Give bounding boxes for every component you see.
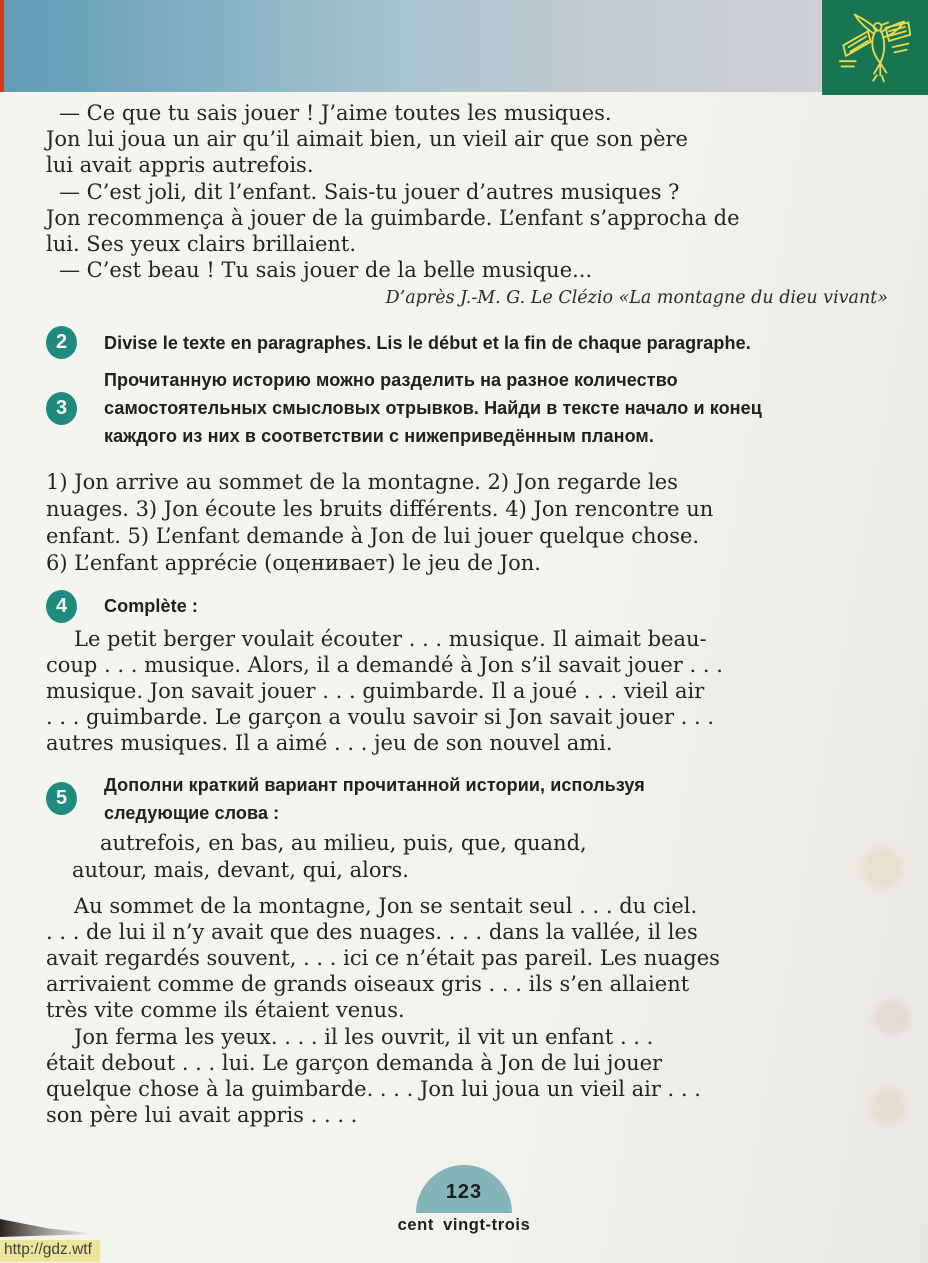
exercise-4-badge: 4	[46, 590, 77, 623]
exercise-2-badge: 2	[46, 326, 77, 359]
gapfill-line: Le petit berger voulait écouter . . . musique. Il aimait beau-	[74, 626, 707, 651]
instruction-line: Дополни краткий вариант прочитанной истории, используя	[104, 774, 645, 795]
instruction-line: следующие слова :	[104, 802, 280, 823]
source-attribution: D’après J.-M. G. Le Clézio «La montagne du dieu vivant»	[385, 288, 888, 309]
page-number-tab	[416, 1165, 512, 1213]
exercise-4-text	[46, 626, 888, 757]
page-number: 123	[445, 1181, 483, 1203]
reading-line: lui. Ses yeux clairs brillaient.	[46, 232, 357, 257]
exercise-4	[46, 590, 888, 623]
exercise-5-badge: 5	[46, 782, 77, 815]
word-bank-line: autrefois, en bas, au milieu, puis, que, quand,	[100, 830, 587, 855]
exercise-4-instruction: Complète :	[104, 596, 199, 617]
story-line: Jon ferma les yeux. . . . il les ouvrit, il vit un enfant . . .	[74, 1024, 654, 1049]
exercise-5-instruction	[104, 771, 645, 827]
bleed-through-artifact	[874, 1000, 910, 1036]
story-line: quelque chose à la guimbarde. . . . Jon lui joua un vieil air . . .	[46, 1077, 701, 1102]
instruction-line: каждого из них в соответствии с нижеприведённым планом.	[104, 426, 654, 447]
gapfill-line: autres musiques. Il a aimé . . . jeu de son nouvel ami.	[46, 731, 613, 756]
instruction-line: самостоятельных смысловых отрывков. Найди в тексте начало и конец	[104, 398, 762, 419]
reading-line: — Ce que tu sais jouer ! J’aime toutes les musiques.	[59, 101, 612, 125]
word-bank	[46, 830, 888, 884]
story-line: . . . de lui il n’y avait que des nuages. . . . dans la vallée, il les	[46, 919, 698, 944]
story-line: arrivaient comme de grands oiseaux gris . . . ils s’en allaient	[46, 972, 690, 997]
story-line: avait regardés souvent, . . . ici ce n’était pas pareil. Les nuages	[46, 946, 720, 971]
plan-line: nuages. 3) Jon écoute les bruits différents. 4) Jon rencontre un	[46, 497, 714, 522]
reading-line: lui avait appris autrefois.	[46, 153, 314, 178]
header-band	[0, 0, 822, 92]
reading-line: Jon recommença à jouer de la guimbarde. L’enfant s’approcha de	[46, 205, 740, 230]
bleed-through-artifact	[870, 1088, 906, 1124]
instruction-line: Прочитанную историю можно разделить на разное количество	[104, 370, 678, 391]
gapfill-line: coup . . . musique. Alors, il a demandé à Jon s’il savait jouer . . .	[46, 652, 723, 677]
story-plan-list	[46, 469, 888, 576]
exercise-3-instruction	[104, 366, 762, 450]
plan-line: enfant. 5) L’enfant demande à Jon de lui jouer quelque chose.	[46, 524, 700, 549]
exercise-3-badge: 3	[46, 392, 77, 425]
exercise-2-instruction: Divise le texte en paragraphes. Lis le début et la fin de chaque paragraphe.	[104, 332, 751, 353]
gapfill-line: musique. Jon savait jouer . . . guimbarde. Il a joué . . . vieil air	[46, 679, 705, 704]
plan-line: 1) Jon arrive au sommet de la montagne. 2) Jon regarde les	[46, 470, 678, 495]
story-line: très vite comme ils étaient venus.	[46, 998, 405, 1023]
exercise-2	[46, 326, 888, 359]
story-paragraph-2	[46, 1024, 888, 1129]
watermark-link[interactable]: http://gdz.wtf	[0, 1240, 100, 1262]
story-paragraph-1	[46, 893, 888, 1024]
story-line: était debout . . . lui. Le garçon demanda à Jon de lui jouer	[46, 1050, 663, 1075]
exercise-3	[46, 366, 888, 450]
page-footer	[0, 1165, 928, 1235]
word-bank-line: autour, mais, devant, qui, alors.	[72, 857, 409, 882]
bird-book-logo-icon	[831, 7, 919, 89]
reading-line: Jon lui joua un air qu’il aimait bien, un vieil air que son père	[46, 127, 688, 152]
story-line: Au sommet de la montagne, Jon se sentait seul . . . du ciel.	[74, 893, 698, 918]
scan-edge-artifact	[0, 0, 4, 92]
page-number-words: cent vingt-trois	[397, 1216, 531, 1234]
reading-line: — C’est joli, dit l’enfant. Sais-tu jouer d’autres musiques ?	[59, 179, 680, 204]
reading-text	[46, 100, 888, 283]
exercise-5	[46, 771, 888, 827]
plan-line: 6) L’enfant apprécie (оценивает) le jeu de Jon.	[46, 550, 541, 575]
gapfill-line: . . . guimbarde. Le garçon a voulu savoir si Jon savait jouer . . .	[46, 705, 715, 730]
reading-line: — C’est beau ! Tu sais jouer de la belle musique...	[59, 258, 593, 283]
story-line: son père lui avait appris . . . .	[46, 1103, 358, 1128]
unit-logo	[822, 0, 928, 95]
page-content	[0, 92, 928, 1128]
bleed-through-artifact	[862, 848, 902, 888]
